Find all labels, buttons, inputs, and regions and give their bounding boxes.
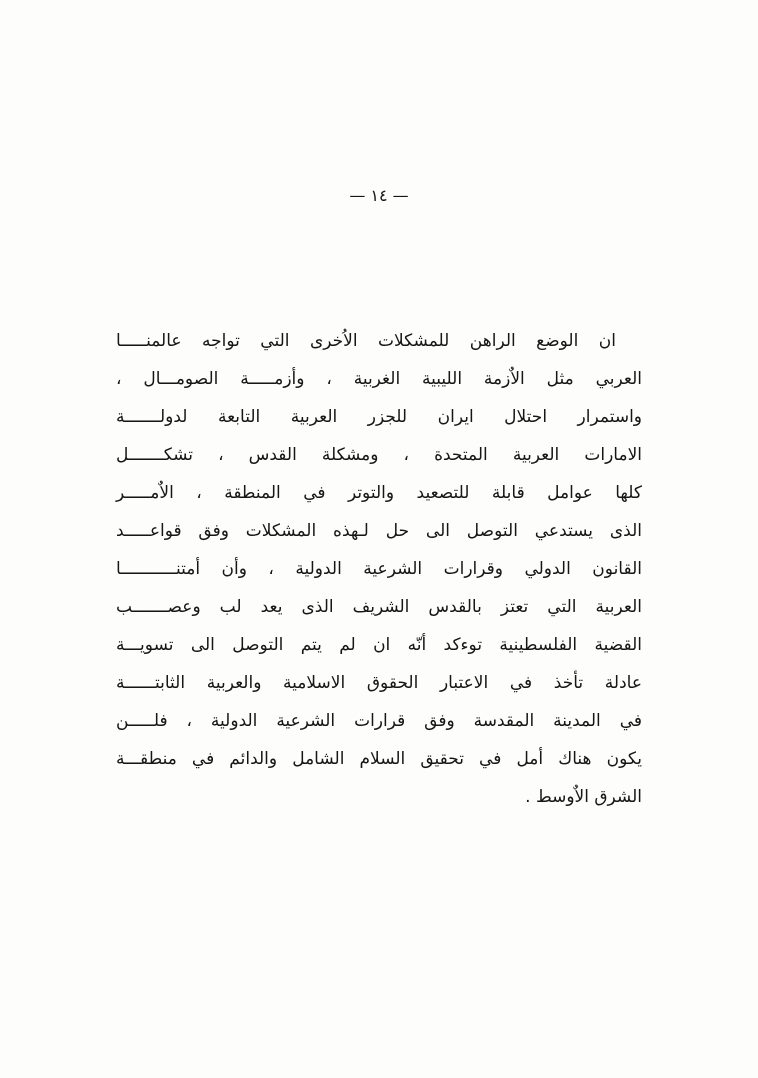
paragraph-line: الذى يستدعي التوصل الى حل لـهذه المشكلات وفق قواعـــــد xyxy=(116,521,642,541)
paragraph-line: ان الوضع الراهن للمشكلات الاُخرى التي تواجه عالمنـــــا xyxy=(116,331,616,351)
paragraph-line: العربية التي تعتز بالقدس الشريف الذى يعد لب وعصـــــــب xyxy=(116,597,642,617)
paragraph-line: الامارات العربية المتحدة ، ومشكلة القدس ، تشكـــــــل xyxy=(116,445,642,465)
paragraph-line: يكون هناك أمل في تحقيق السلام الشامل والدائم في منطقـــة xyxy=(116,749,642,769)
paragraph-line: في المدينة المقدسة وفق قرارات الشرعية الدولية ، فلـــــن xyxy=(116,711,642,731)
body-paragraph xyxy=(116,322,642,816)
paragraph-line: واستمرار احتلال ايران للجزر العربية التابعة لدولـــــــة xyxy=(116,407,642,427)
paragraph-line: القضية الفلسطينية توءكد أنّه ان لم يتم التوصل الى تسويـــة xyxy=(116,635,642,655)
paragraph-line: كلها عوامل قابلة للتصعيد والتوتر في المنطقة ، الاٌمـــــر xyxy=(116,483,642,503)
paragraph-line: عادلة تأخذ في الاعتبار الحقوق الاسلامية والعربية الثابتــــــة xyxy=(116,673,642,693)
paragraph-line: القانون الدولي وقرارات الشرعية الدولية ، وأن أمتنـــــــــــا xyxy=(116,559,642,579)
page-number: — ١٤ — xyxy=(349,186,409,205)
paragraph-line: العربي مثل الاٌزمة الليبية الغربية ، وأزمـــــة الصومـــال ، xyxy=(116,369,642,389)
paragraph-line: الشرق الاٌوسط . xyxy=(525,787,642,807)
